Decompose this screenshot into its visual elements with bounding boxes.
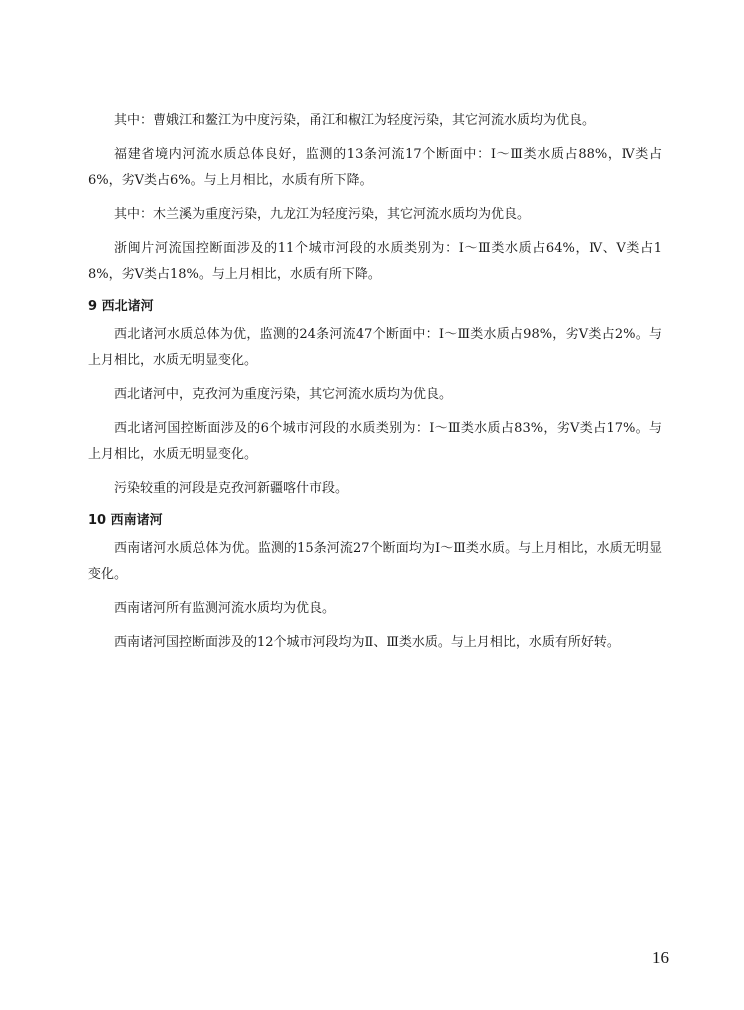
paragraph-northwest-2: 西北诸河中，克孜河为重度污染，其它河流水质均为优良。: [114, 387, 453, 402]
section-heading-southwest: 10 西南诸河: [88, 513, 163, 528]
paragraph-northwest-4: 污染较重的河段是克孜河新疆喀什市段。: [114, 481, 349, 496]
section-heading-northwest: 9 西北诸河: [88, 299, 154, 314]
page-number: 16: [652, 948, 669, 967]
paragraph-zhemin-national: 浙闽片河流国控断面涉及的11个城市河段的水质类别为：Ⅰ～Ⅲ类水质占64%，Ⅳ、Ⅴ类占18%，劣Ⅴ类占18%。与上月相比，水质有所下降。: [88, 241, 662, 282]
paragraph-fujian-overview: 福建省境内河流水质总体良好，监测的13条河流17个断面中：Ⅰ～Ⅲ类水质占88%，Ⅳ类占6%，劣Ⅴ类占6%。与上月相比，水质有所下降。: [88, 147, 662, 188]
paragraph-southwest-2: 西南诸河所有监测河流水质均为优良。: [114, 601, 336, 616]
paragraph-northwest-3: 西北诸河国控断面涉及的6个城市河段的水质类别为：Ⅰ～Ⅲ类水质占83%，劣Ⅴ类占17%。与上月相比，水质无明显变化。: [88, 421, 662, 462]
paragraph-northwest-1: 西北诸河水质总体为优，监测的24条河流47个断面中：Ⅰ～Ⅲ类水质占98%，劣Ⅴ类占2%。与上月相比，水质无明显变化。: [88, 327, 662, 368]
paragraph-fujian-detail: 其中：木兰溪为重度污染，九龙江为轻度污染，其它河流水质均为优良。: [114, 207, 531, 222]
paragraph-southwest-3: 西南诸河国控断面涉及的12个城市河段均为Ⅱ、Ⅲ类水质。与上月相比，水质有所好转。: [114, 635, 620, 650]
paragraph-southwest-1: 西南诸河水质总体为优。监测的15条河流27个断面均为Ⅰ～Ⅲ类水质。与上月相比，水质无明显变化。: [88, 541, 662, 582]
document-body: [88, 108, 662, 664]
paragraph-zhemin-1: 其中：曹娥江和鳌江为中度污染，甬江和椒江为轻度污染，其它河流水质均为优良。: [114, 113, 596, 128]
